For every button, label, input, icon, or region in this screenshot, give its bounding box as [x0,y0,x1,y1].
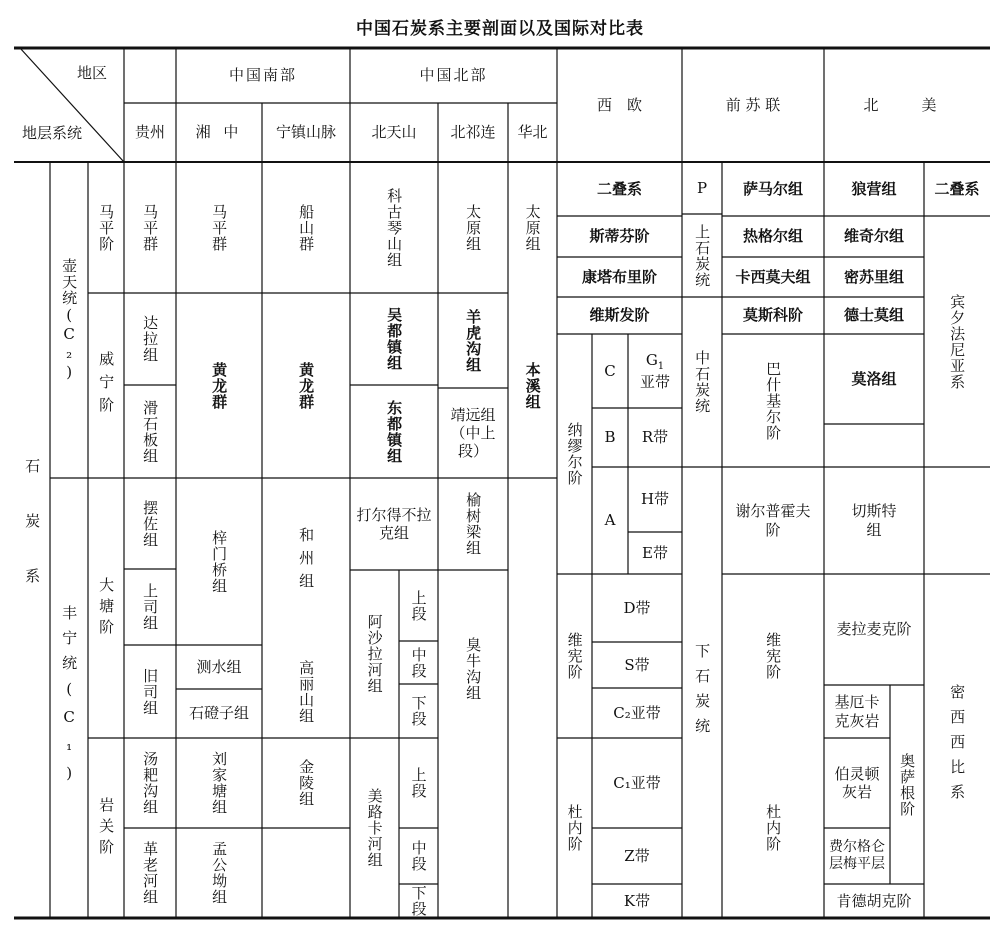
beitianshan-ashalahe: 阿沙拉河组 [365,614,384,694]
header-beiqilian: 北祁连 [450,123,496,142]
na-virgil: 维奇尔组 [843,227,904,246]
ussr-p: P [696,178,708,197]
guizhou-shangsi: 上司组 [141,583,160,631]
xiangzhong-menggongao: 孟公坳组 [210,841,229,905]
we-visean: 维宪阶 [565,632,584,680]
guizhou-huashiban: 滑石板组 [141,399,160,464]
ussr-tournaisian: 杜内阶 [764,804,783,852]
na-chester: 切斯特组 [851,502,897,539]
na-des-moines: 德士莫组 [843,306,904,325]
beiqilian-taiyuan: 太原组 [464,203,483,252]
we-e-zone: E带 [642,543,668,562]
table-title: 中国石炭系主要剖面以及国际对比表 [356,19,644,39]
ningzhen-chuanshan: 船山群 [297,203,316,252]
guizhou-baizuo: 摆佐组 [141,499,160,548]
guizhou-tangbagou: 汤耙沟组 [141,751,160,815]
ningzhen-jinling: 金陵组 [297,759,316,807]
we-stephanian: 斯蒂芬阶 [589,227,650,246]
header-north-china: 中国北部 [419,66,488,85]
ussr-moscovian: 莫斯科阶 [742,306,803,325]
na-pennsylvanian: 宾夕法尼亚系 [948,293,967,390]
we-g1-suffix: 亚带 [639,372,670,391]
guizhou-gelaohe: 革老河组 [141,841,160,905]
na-kinderhook: 肯德胡克阶 [836,891,912,910]
header-former-ussr: 前 苏 联 [725,95,781,114]
na-burlington: 伯灵顿灰岩 [834,764,880,801]
series-upper: 壶天统(C₂) [60,258,79,382]
beiqilian-jingyuan: 靖远组（中上段） [450,405,496,461]
beitianshan-ashalahe-middle: 中段 [409,646,428,679]
we-namurian-c: C [604,361,616,380]
we-namurian: 纳缪尔阶 [565,422,584,486]
stage-yanguan: 岩关阶 [97,796,116,860]
we-c2-subzone: C₂亚带 [613,703,661,722]
ussr-lower-carboniferous: 下石炭统 [693,642,712,743]
ussr-upper-carboniferous: 上石炭统 [693,223,712,288]
xiangzhong-huanglong: 黄龙群 [210,361,229,410]
ningzhen-gaolishan: 高丽山组 [297,659,316,724]
header-west-europe: 西 欧 [596,95,642,114]
beitianshan-meilukahe-upper: 上段 [409,767,428,799]
xiangzhong-maping: 马平群 [210,203,229,252]
header-north-america: 北 美 [863,95,951,114]
na-meramec: 麦拉麦克阶 [836,620,912,639]
beitianshan-keguqinshan: 科古琴山组 [385,187,404,268]
we-namurian-a: A [604,511,616,530]
beiqilian-yushuliang: 榆树梁组 [464,492,483,556]
xiangzhong-liujiatang: 刘家塘组 [210,751,229,815]
we-k-zone: K带 [623,891,651,910]
guizhou-maping: 马平群 [141,203,160,252]
system-carboniferous: 石炭系 [23,457,42,623]
ussr-gzhelian: 热格尔组 [742,227,803,246]
header-strata-label: 地层系统 [21,123,82,142]
na-keokuk: 基厄卡克灰岩 [834,693,880,730]
we-namurian-b: B [604,428,616,447]
xiangzhong-zimenqiao: 梓门桥组 [210,529,229,594]
we-westphalian: 维斯发阶 [589,306,650,325]
na-fern-glen: 费尔格仑层梅平层 [829,838,885,872]
na-permian: 二叠系 [934,179,980,198]
beitianshan-meilukahe: 美路卡河组 [365,788,384,868]
beiqilian-chouniugou: 臭牛沟组 [464,637,483,701]
stage-weining: 威宁阶 [97,351,116,420]
ussr-serpukhovian: 谢尔普霍夫阶 [735,502,811,539]
ningzhen-huanglong: 黄龙群 [297,361,316,410]
header-guizhou: 贵州 [134,123,165,142]
beitianshan-ashalahe-lower: 下段 [409,695,428,727]
stage-maping: 马平阶 [97,203,116,252]
na-mississippian: 密西西比系 [948,683,967,809]
we-c1-subzone: C₁亚带 [613,773,661,792]
na-morrow: 莫洛组 [851,369,897,388]
stage-datang: 大塘阶 [97,576,116,640]
ussr-asselian: 萨马尔组 [742,179,803,198]
header-huabei: 华北 [517,123,548,142]
na-osage: 奥萨根阶 [898,752,917,817]
guizhou-dala: 达拉组 [141,315,160,363]
ningzhen-hezhou: 和州组 [297,527,316,596]
xiangzhong-ceshui: 测水组 [196,657,242,676]
guizhou-jiusi: 旧司组 [141,667,160,716]
xiangzhong-shidengzi: 石磴子组 [188,704,249,723]
beitianshan-dongduzhen: 东都镇组 [385,399,404,464]
we-r-zone: R带 [641,428,669,447]
we-tournaisian: 杜内阶 [565,804,584,852]
ussr-visean: 维宪阶 [764,632,783,680]
we-g1-subzone [628,334,682,408]
we-s-zone: S带 [624,655,650,674]
we-z-zone: Z带 [624,846,650,865]
beiqilian-yanghugou: 羊虎沟组 [464,308,483,373]
header-beitianshan: 北天山 [371,123,417,142]
na-missouri: 密苏里组 [843,267,904,286]
beitianshan-meilukahe-middle: 中段 [409,840,428,872]
na-wolfcamp: 狼营组 [851,179,897,198]
we-d-zone: D带 [623,598,651,617]
ussr-bashkirian: 巴什基尔阶 [764,360,783,441]
ussr-kasimovian: 卡西莫夫组 [735,267,811,286]
series-lower: 丰宁统(C₁) [60,604,79,792]
beitianshan-daerdebulake: 打尔得不拉克组 [356,505,432,542]
beitianshan-meilukahe-lower: 下段 [409,885,428,917]
we-g1-label: $G_1$ [645,350,665,372]
we-h-zone: H带 [640,490,670,509]
ussr-middle-carboniferous: 中石炭统 [693,350,712,414]
beitianshan-ashalahe-upper: 上段 [409,589,428,622]
we-cantabrian: 康塔布里阶 [581,267,657,286]
header-ningzhen: 宁镇山脉 [275,123,336,142]
beitianshan-wuduzhen: 吴都镇组 [385,307,404,371]
header-south-china: 中国南部 [228,66,297,85]
header-xiangzhong: 湘 中 [195,123,243,142]
header-region-label: 地区 [76,63,107,82]
huabei-benxi: 本溪组 [523,361,542,410]
we-permian: 二叠系 [596,179,642,198]
huabei-taiyuan: 太原组 [523,203,542,252]
